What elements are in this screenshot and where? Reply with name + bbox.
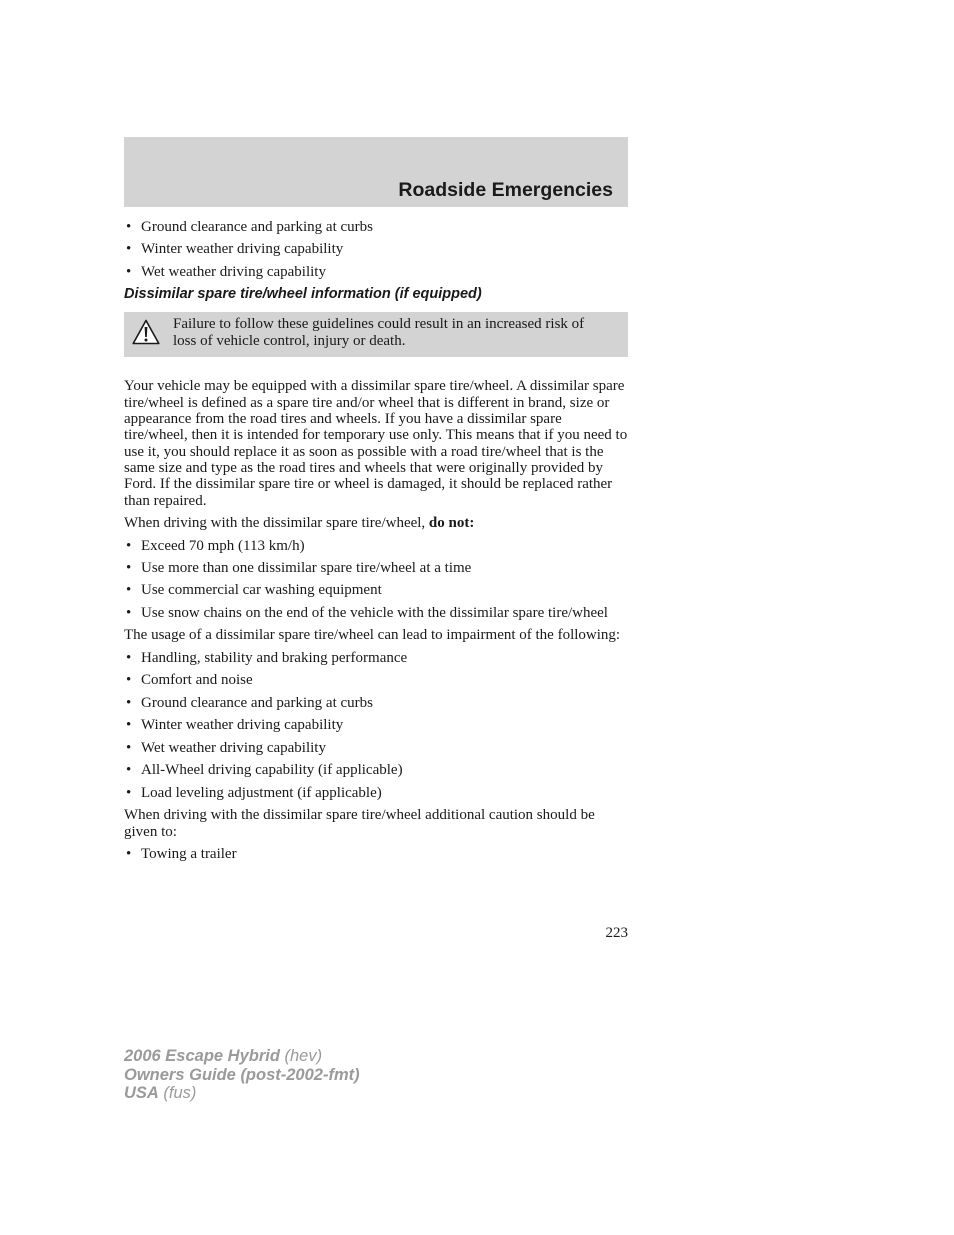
list-item: • Winter weather driving capability [124,717,628,733]
list-item: • Use more than one dissimilar spare tire/wheel at a time [124,560,628,576]
paragraph-lead-text: When driving with the dissimilar spare tire/wheel, [124,515,429,532]
warning-text: Failure to follow these guidelines could result in an increased risk of loss of vehicle control, injury or death. [173,316,585,349]
body-paragraph [124,515,628,531]
list-item: • Use commercial car washing equipment [124,582,628,598]
impairment-bullet-list [124,650,628,801]
paragraph-bold-text: do not: [428,515,475,532]
caution-bullet-list [124,846,628,862]
intro-bullet-list [124,219,628,280]
section-header-band [124,137,628,207]
footer-line [124,1047,360,1066]
list-item: • Exceed 70 mph (113 km/h) [124,538,628,554]
footer-line [124,1066,360,1085]
page-content [124,219,628,869]
list-item: • Use snow chains on the end of the vehicle with the dissimilar spare tire/wheel [124,605,628,621]
body-paragraph: When driving with the dissimilar spare tire/wheel additional caution should be given to: [124,807,595,840]
document-footer [124,1047,360,1103]
body-paragraph: Your vehicle may be equipped with a dissimilar spare tire/wheel. A dissimilar spare tire/wheel is defined as a spare tire and/or wheel that is different in brand, size or appearance from the road tires and wheels. If you have a dissimilar spare tire/wheel, then it is intended for temporary use only. This means that if you need to use it, you should replace it as soon as possible with a road tire/wheel that is the same size and type as the road tires and wheels that were originally provided by Ford. If the dissimilar spare tire or wheel is damaged, it should be replaced rather than repaired. [124,378,628,509]
footer-market: USA [124,1084,159,1102]
footer-line [124,1084,360,1103]
footer-model-code: (hev) [279,1047,323,1065]
page-number: 223 [605,925,628,941]
list-item: • Comfort and noise [124,672,628,688]
footer-market-code: (fus) [158,1084,197,1102]
warning-box [124,312,628,357]
list-item: • All-Wheel driving capability (if applicable) [124,762,628,778]
subsection-heading: Dissimilar spare tire/wheel information (if equipped) [124,286,482,303]
list-item: • Ground clearance and parking at curbs [124,695,628,711]
list-item: • Wet weather driving capability [124,264,628,280]
list-item: • Ground clearance and parking at curbs [124,219,628,235]
section-title: Roadside Emergencies [398,179,613,201]
footer-model: 2006 Escape Hybrid [124,1047,280,1065]
do-not-bullet-list [124,538,628,622]
list-item: • Wet weather driving capability [124,740,628,756]
footer-guide: Owners Guide (post-2002-fmt) [124,1065,360,1084]
warning-triangle-icon [132,319,160,345]
list-item: • Load leveling adjustment (if applicable) [124,785,628,801]
list-item: • Towing a trailer [124,846,628,862]
list-item: • Winter weather driving capability [124,241,628,257]
body-paragraph: The usage of a dissimilar spare tire/wheel can lead to impairment of the following: [124,627,621,644]
list-item: • Handling, stability and braking performance [124,650,628,666]
